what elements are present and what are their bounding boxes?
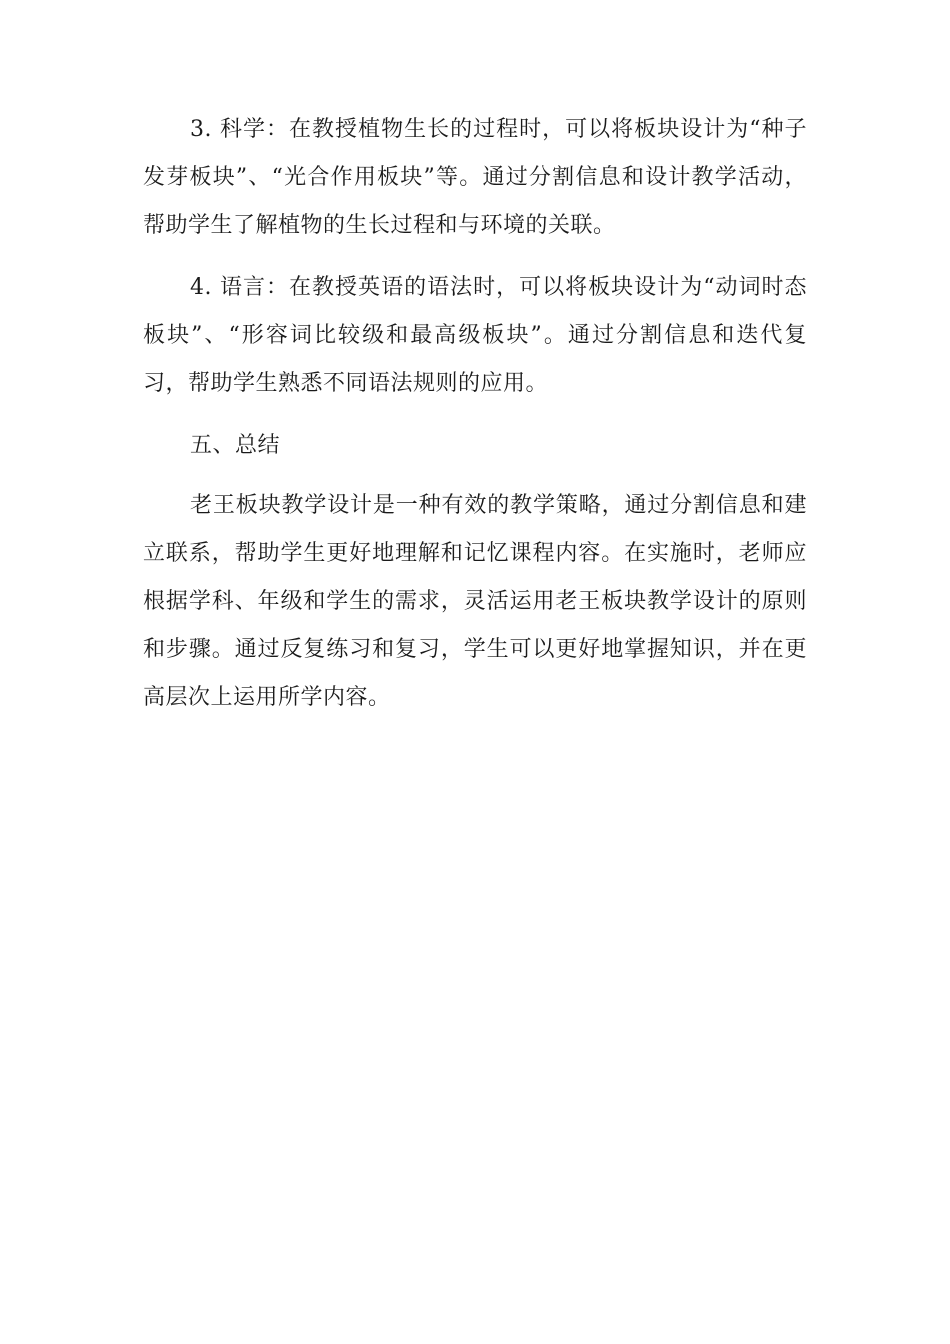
paragraph-language-example: 4. 语言：在教授英语的语法时，可以将板块设计为“动词时态板块”、“形容词比较级和最高级板块”。通过分割信息和迭代复习，帮助学生熟悉不同语法规则的应用。 [143,275,807,396]
paragraph-science-example: 3. 科学：在教授植物生长的过程时，可以将板块设计为“种子发芽板块”、“光合作用板块”等。通过分割信息和设计教学活动，帮助学生了解植物的生长过程和与环境的关联。 [143,117,807,238]
document-body [143,106,807,736]
paragraph-summary: 老王板块教学设计是一种有效的教学策略，通过分割信息和建立联系，帮助学生更好地理解和记忆课程内容。在实施时，老师应根据学科、年级和学生的需求，灵活运用老王板块教学设计的原则和步骤。通过反复练习和复习，学生可以更好地掌握知识，并在更高层次上运用所学内容。 [143,493,807,710]
section-heading-summary: 五、总结 [190,433,281,458]
